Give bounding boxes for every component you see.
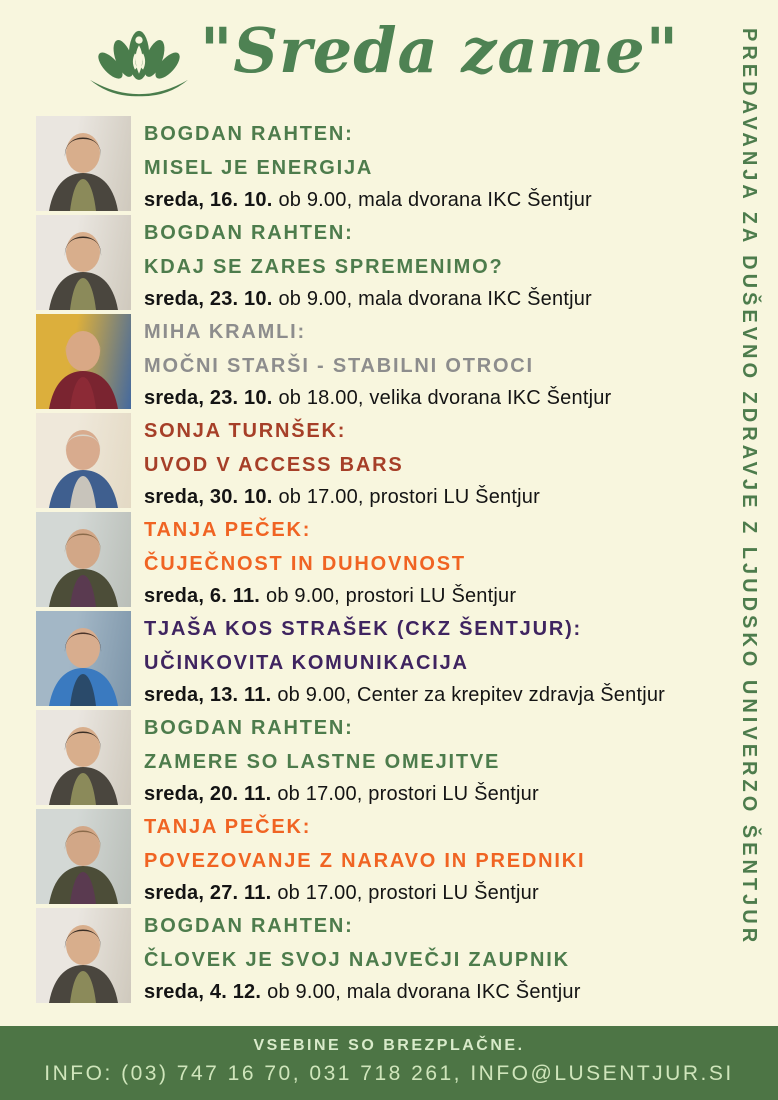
event-date: sreda, 13. 11. [144, 684, 272, 706]
speaker-name: MIHA KRAMLI: [144, 321, 306, 343]
event-text [131, 710, 539, 805]
speaker-name: BOGDAN RAHTEN: [144, 717, 354, 739]
speaker-name: BOGDAN RAHTEN: [144, 222, 354, 244]
event-location: ob 17.00, prostori LU Šentjur [277, 783, 539, 805]
event-date: sreda, 4. 12. [144, 981, 262, 1003]
event-location: ob 9.00, mala dvorana IKC Šentjur [267, 981, 581, 1003]
event-location: ob 17.00, prostori LU Šentjur [277, 882, 539, 904]
event-datetime [144, 783, 539, 806]
event-row [36, 908, 696, 1003]
event-text [131, 314, 611, 409]
speaker-name: TANJA PEČEK: [144, 816, 312, 838]
speaker-portrait-icon [36, 314, 131, 409]
speaker-portrait-icon [36, 512, 131, 607]
talk-title: ZAMERE SO LASTNE OMEJITVE [144, 751, 501, 773]
speaker-photo [36, 314, 131, 409]
event-location: ob 9.00, mala dvorana IKC Šentjur [278, 189, 592, 211]
event-datetime [144, 486, 540, 509]
event-row [36, 611, 696, 706]
speaker-portrait-icon [36, 611, 131, 706]
event-text [131, 413, 540, 508]
event-text [131, 611, 665, 706]
event-datetime [144, 981, 581, 1004]
talk-title: UČINKOVITA KOMUNIKACIJA [144, 652, 469, 674]
speaker-photo [36, 710, 131, 805]
speaker-photo [36, 116, 131, 211]
talk-title: KDAJ SE ZARES SPREMENIMO? [144, 256, 504, 278]
event-text [131, 215, 592, 310]
event-text [131, 116, 592, 211]
footer-bar [0, 1026, 778, 1100]
speaker-photo [36, 611, 131, 706]
event-text [131, 908, 581, 1003]
event-datetime [144, 882, 585, 905]
event-date: sreda, 23. 10. [144, 387, 273, 409]
event-text [131, 512, 516, 607]
event-row [36, 512, 696, 607]
speaker-photo [36, 908, 131, 1003]
event-datetime [144, 387, 611, 410]
event-location: ob 9.00, Center za krepitev zdravja Šentjur [277, 684, 666, 706]
speaker-name: TJAŠA KOS STRAŠEK (CKZ ŠENTJUR): [144, 618, 582, 640]
event-row [36, 809, 696, 904]
lotus-meditation-icon [88, 22, 190, 100]
footer-contact-info: INFO: (03) 747 16 70, 031 718 261, INFO@LUSENTJUR.SI [44, 1062, 734, 1085]
speaker-portrait-icon [36, 413, 131, 508]
event-datetime [144, 288, 592, 311]
event-datetime [144, 585, 516, 608]
talk-title: ČUJEČNOST IN DUHOVNOST [144, 553, 466, 575]
speaker-photo [36, 809, 131, 904]
speaker-name: BOGDAN RAHTEN: [144, 915, 354, 937]
event-date: sreda, 27. 11. [144, 882, 272, 904]
speaker-photo [36, 413, 131, 508]
event-date: sreda, 30. 10. [144, 486, 273, 508]
speaker-name: SONJA TURNŠEK: [144, 420, 347, 442]
speaker-portrait-icon [36, 215, 131, 310]
speaker-photo [36, 512, 131, 607]
event-date: sreda, 16. 10. [144, 189, 273, 211]
talk-title: MISEL JE ENERGIJA [144, 157, 374, 179]
event-row [36, 116, 696, 211]
page-title: "Sreda zame" [200, 14, 680, 87]
talk-title: MOČNI STARŠI - STABILNI OTROCI [144, 355, 534, 377]
event-location: ob 18.00, velika dvorana IKC Šentjur [278, 387, 612, 409]
event-datetime [144, 189, 592, 212]
speaker-name: BOGDAN RAHTEN: [144, 123, 354, 145]
speaker-portrait-icon [36, 710, 131, 805]
event-date: sreda, 20. 11. [144, 783, 272, 805]
talk-title: POVEZOVANJE Z NARAVO IN PREDNIKI [144, 850, 586, 872]
event-row [36, 314, 696, 409]
footer-free-notice: VSEBINE SO BREZPLAČNE. [253, 1037, 525, 1054]
event-row [36, 710, 696, 805]
speaker-name: TANJA PEČEK: [144, 519, 312, 541]
event-row [36, 413, 696, 508]
event-location: ob 9.00, mala dvorana IKC Šentjur [278, 288, 592, 310]
event-location: ob 9.00, prostori LU Šentjur [266, 585, 517, 607]
side-banner-text: PREDAVANJA ZA DUŠEVNO ZDRAVJE Z LJUDSKO UNIVERZO ŠENTJUR [738, 28, 760, 947]
events-list [36, 116, 696, 1003]
speaker-portrait-icon [36, 809, 131, 904]
event-date: sreda, 6. 11. [144, 585, 261, 607]
event-location: ob 17.00, prostori LU Šentjur [278, 486, 540, 508]
event-text [131, 809, 585, 904]
speaker-photo [36, 215, 131, 310]
talk-title: ČLOVEK JE SVOJ NAJVEČJI ZAUPNIK [144, 949, 570, 971]
speaker-portrait-icon [36, 908, 131, 1003]
talk-title: UVOD V ACCESS BARS [144, 454, 404, 476]
event-row [36, 215, 696, 310]
event-date: sreda, 23. 10. [144, 288, 273, 310]
event-datetime [144, 684, 665, 707]
speaker-portrait-icon [36, 116, 131, 211]
